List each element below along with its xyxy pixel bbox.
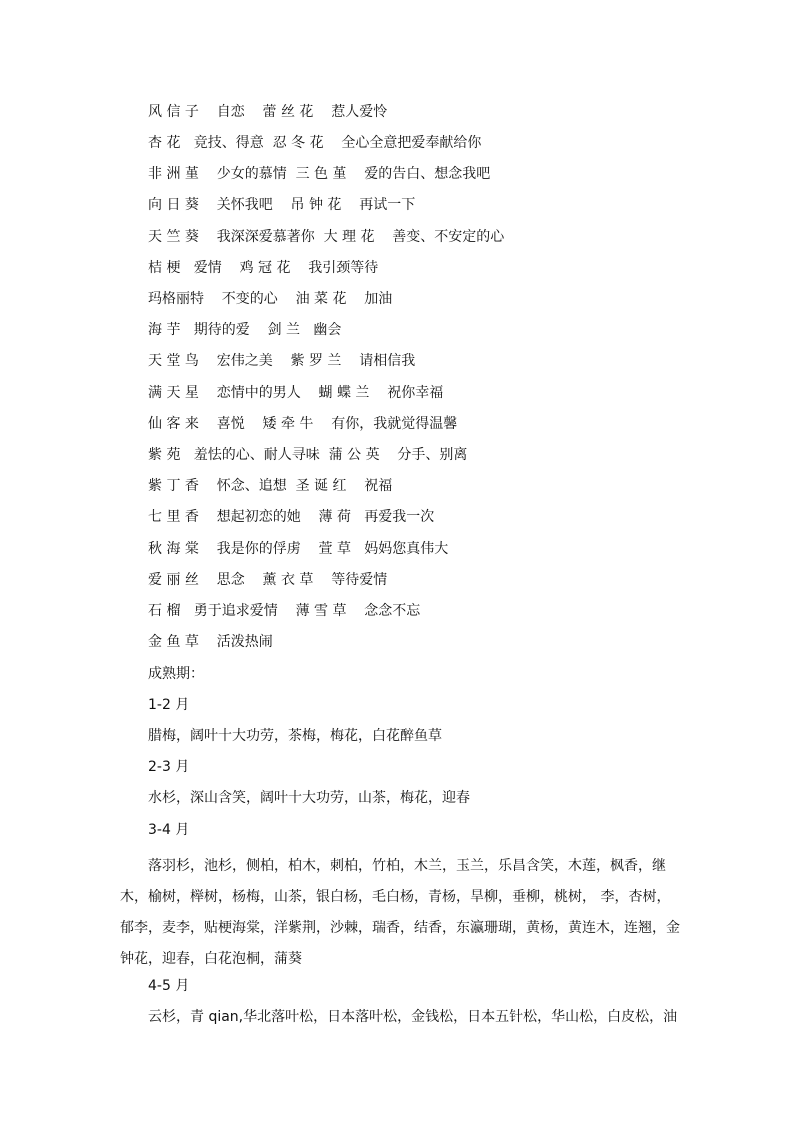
month-label: 3-4 月 [148,822,190,838]
text-line: 紫 苑 羞怯的心、耐人寻味 蒲 公 英 分手、别离 [148,447,468,463]
plant-list: 云杉，青 qian,华北落叶松，日本落叶松，金钱松，日本五针松，华山松，白皮松，油 [148,1009,678,1025]
text-line: 杏 花 竞技、得意 忍 冬 花 全心全意把爱奉献给你 [148,135,482,151]
text-line: 金 鱼 草 活泼热闹 [148,634,273,650]
plant-list: 水杉，深山含笑，阔叶十大功劳，山茶，梅花，迎春 [148,790,470,806]
text-line: 秋 海 棠 我是你的俘虏 萱 草 妈妈您真伟大 [148,541,449,557]
text-line: 桔 梗 爱情 鸡 冠 花 我引颈等待 [148,260,379,276]
text-line: 爱 丽 丝 思念 薰 衣 草 等待爱情 [148,572,388,588]
plant-list: 落羽杉，池杉，侧柏，柏木，刺柏，竹柏，木兰，玉兰，乐昌含笑，木莲，枫香，继木，榆树，榉树，杨梅，山茶，银白杨，毛白杨，青杨，旱柳，垂柳，桃树， 李，杏树，郁李，麦李，贴梗海棠，洋紫荆，沙棘，瑞香，结香，东瀛珊瑚，黄杨，黄连木，连翘，金钟花，迎春，白花泡桐，蒲葵 [120,858,680,967]
text-line: 七 里 香 想起初恋的她 薄 荷 再爱我一次 [148,509,435,525]
text-line: 天 竺 葵 我深深爱慕著你 大 理 花 善变、不安定的心 [148,229,505,245]
text-line: 仙 客 来 喜悦 矮 牵 牛 有你，我就觉得温馨 [148,416,458,432]
text-line: 海 芋 期待的爱 剑 兰 幽会 [148,322,342,338]
section-heading: 成熟期： [148,666,204,682]
month-label: 1-2 月 [148,697,190,713]
text-line: 石 榴 勇于追求爱情 薄 雪 草 念念不忘 [148,603,421,619]
text-line: 玛格丽特 不变的心 油 菜 花 加油 [148,291,393,307]
text-line: 风 信 子 自恋 蕾 丝 花 惹人爱怜 [148,104,388,120]
text-line: 紫 丁 香 怀念、追想 圣 诞 红 祝福 [148,478,393,494]
plant-list: 腊梅，阔叶十大功劳，茶梅，梅花，白花醉鱼草 [148,728,442,744]
text-line: 非 洲 堇 少女的慕情 三 色 堇 爱的告白、想念我吧 [148,166,491,182]
text-line: 向 日 葵 关怀我吧 吊 钟 花 再试一下 [148,197,416,213]
text-line: 天 堂 鸟 宏伟之美 紫 罗 兰 请相信我 [148,353,416,369]
month-label: 4-5 月 [148,978,190,994]
month-label: 2-3 月 [148,759,190,775]
text-line: 满 天 星 恋情中的男人 蝴 蝶 兰 祝你幸福 [148,385,444,401]
